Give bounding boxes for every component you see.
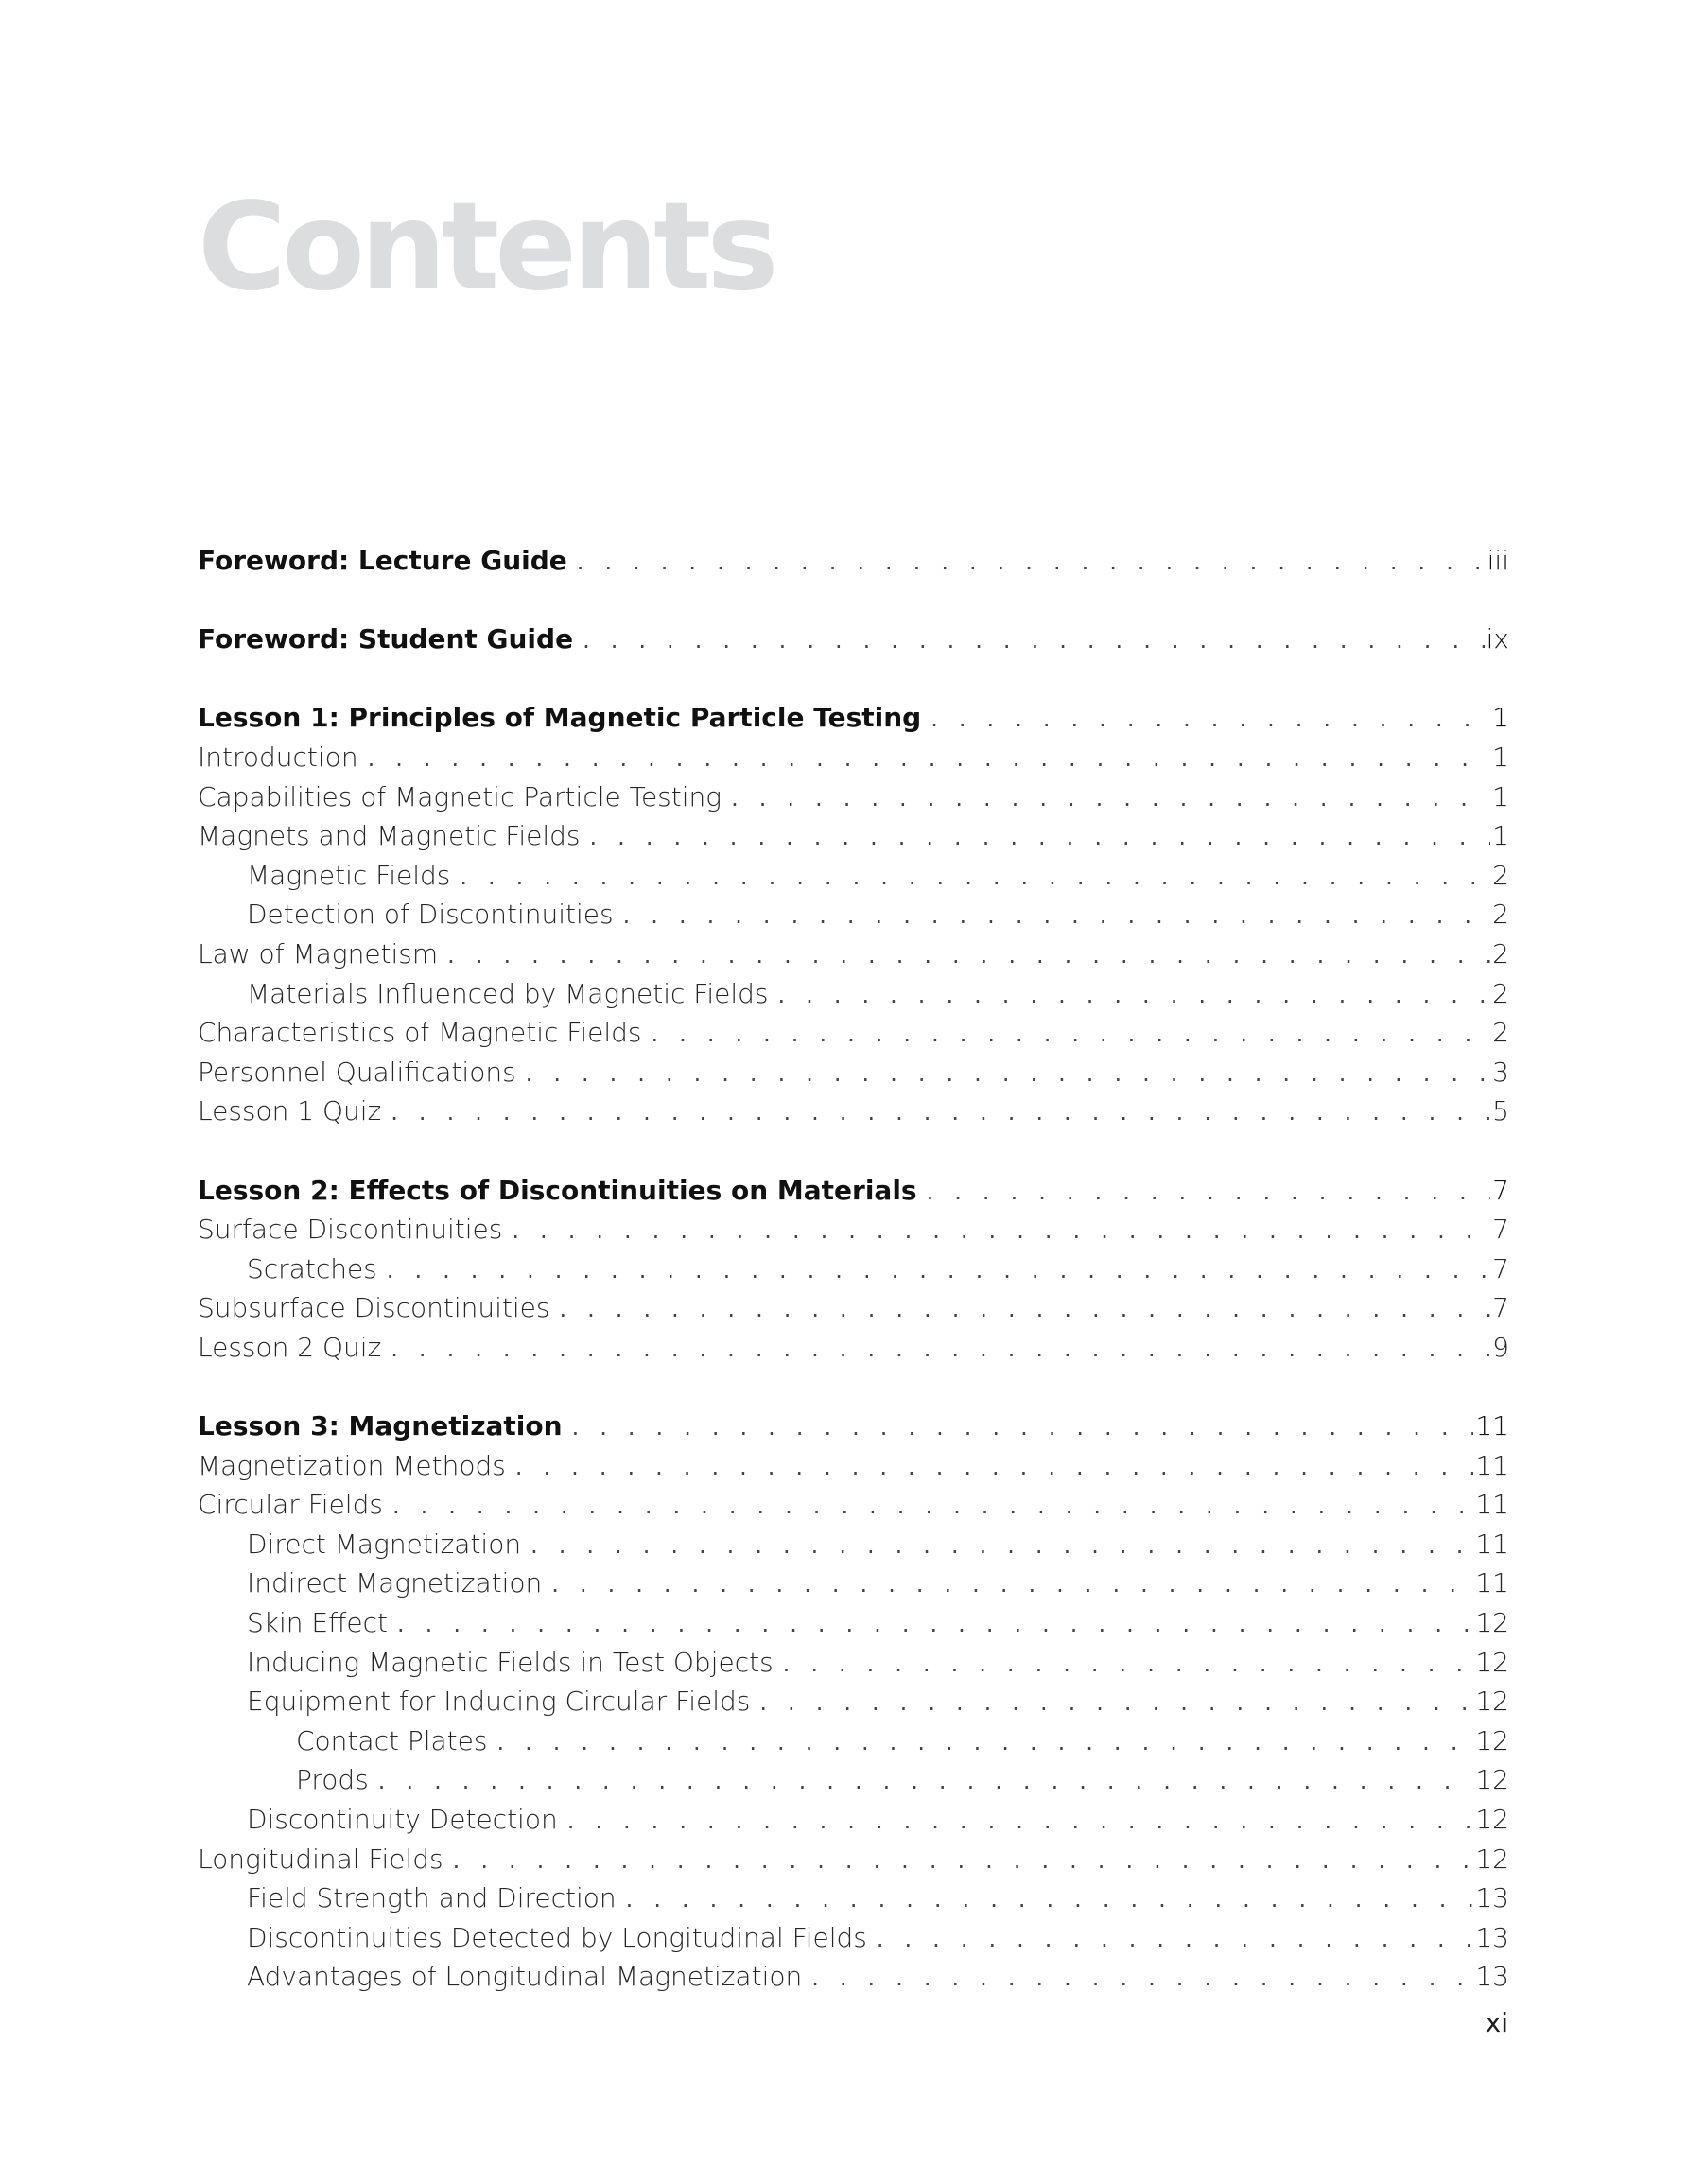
toc-entry-page: 7 — [1492, 1292, 1509, 1324]
toc-entry-page: 7 — [1492, 1174, 1509, 1206]
toc-entry-label: Advantages of Longitudinal Magnetization — [247, 1961, 803, 1993]
toc-entry[interactable] — [198, 545, 1509, 585]
toc-entry[interactable] — [198, 978, 1509, 1018]
dot-leader — [626, 1886, 1474, 1913]
dot-leader — [392, 1493, 1473, 1519]
toc-entry-page: 12 — [1475, 1646, 1509, 1678]
toc-entry-page: 2 — [1492, 859, 1509, 891]
dot-leader — [927, 1179, 1491, 1205]
toc-entry-page: 7 — [1492, 1214, 1509, 1246]
toc-entry-label: Lesson 2 Quiz — [198, 1331, 382, 1363]
dot-leader — [391, 1099, 1490, 1126]
toc-entry-page: 7 — [1492, 1252, 1509, 1284]
toc-entry-label: Lesson 1: Principles of Magnetic Particle Testing — [198, 702, 922, 734]
dot-leader — [551, 1571, 1473, 1598]
toc-entry[interactable] — [198, 1529, 1509, 1568]
toc-entry-label: Detection of Discontinuities — [247, 899, 614, 931]
toc-entry[interactable] — [198, 1253, 1509, 1293]
dot-leader — [512, 1217, 1490, 1244]
toc-entry-label: Inducing Magnetic Fields in Test Objects — [247, 1646, 774, 1678]
toc-entry[interactable] — [198, 1922, 1509, 1962]
toc-entry-page: 12 — [1475, 1843, 1509, 1875]
toc-entry-page: 1 — [1492, 702, 1509, 734]
dot-leader — [731, 785, 1490, 812]
dot-leader — [397, 1611, 1473, 1637]
toc-entry-page: 11 — [1475, 1528, 1509, 1560]
toc-entry-label: Magnetization Methods — [198, 1449, 506, 1481]
toc-entry[interactable] — [198, 1843, 1509, 1883]
dot-leader — [623, 902, 1491, 929]
toc-entry-page: 13 — [1475, 1921, 1509, 1953]
toc-entry-page: 1 — [1492, 741, 1509, 773]
toc-entry-page: iii — [1487, 545, 1509, 576]
toc-entry[interactable] — [198, 1764, 1509, 1804]
toc-entry-label: Contact Plates — [296, 1724, 488, 1756]
toc-entry-page: 1 — [1492, 820, 1509, 852]
toc-entry-page: 12 — [1475, 1764, 1509, 1796]
toc-entry-label: Lesson 2: Effects of Discontinuities on Materials — [198, 1174, 917, 1206]
toc-entry-label: Direct Magnetization — [247, 1528, 522, 1560]
toc-entry[interactable] — [198, 860, 1509, 900]
toc-entry-page: 11 — [1475, 1489, 1509, 1521]
toc-entry[interactable] — [198, 1175, 1509, 1214]
toc-entry-page: 2 — [1492, 1017, 1509, 1049]
toc-entry-page: 1 — [1492, 780, 1509, 812]
toc-entry-page: 12 — [1475, 1804, 1509, 1835]
toc-entry-label: Personnel Qualifications — [198, 1056, 516, 1088]
dot-leader — [572, 1414, 1474, 1441]
dot-leader — [778, 982, 1491, 1008]
toc-entry-label: Indirect Magnetization — [247, 1567, 543, 1599]
dot-leader — [368, 745, 1491, 772]
toc-entry[interactable] — [198, 1292, 1509, 1332]
toc-entry[interactable] — [198, 1961, 1509, 2001]
dot-leader — [811, 1965, 1473, 1991]
dot-leader — [530, 1532, 1473, 1559]
toc-entry[interactable] — [198, 1017, 1509, 1057]
toc-entry-page: 11 — [1475, 1410, 1509, 1442]
toc-entry-page: 12 — [1475, 1686, 1509, 1718]
toc-entry[interactable] — [198, 1607, 1509, 1647]
dot-leader — [526, 1060, 1491, 1087]
dot-leader — [387, 1257, 1490, 1284]
toc-entry-label: Foreword: Student Guide — [198, 623, 574, 655]
toc-entry-label: Capabilities of Magnetic Particle Testing — [198, 780, 722, 812]
toc-entry[interactable] — [198, 1095, 1509, 1135]
toc-entry-label: Lesson 3: Magnetization — [198, 1410, 563, 1442]
dot-leader — [567, 1808, 1474, 1834]
toc-entry-label: Foreword: Lecture Guide — [198, 545, 567, 576]
toc-entry-page: 12 — [1475, 1724, 1509, 1756]
toc-entry-label: Scratches — [247, 1252, 377, 1284]
toc-entry-label: Surface Discontinuities — [198, 1214, 503, 1246]
toc-entry-label: Characteristics of Magnetic Fields — [198, 1017, 642, 1049]
toc-entry[interactable] — [198, 1647, 1509, 1686]
dot-leader — [515, 1454, 1474, 1480]
toc-entry-label: Materials Influenced by Magnetic Fields — [247, 977, 769, 1009]
toc-entry[interactable] — [198, 820, 1509, 860]
toc-entry[interactable] — [198, 1725, 1509, 1765]
toc-entry-page: 3 — [1492, 1056, 1509, 1088]
toc-entry-page: 5 — [1492, 1095, 1509, 1127]
page-title: Contents — [198, 177, 774, 318]
dot-leader — [759, 1689, 1473, 1716]
toc-entry-label: Discontinuities Detected by Longitudinal Fields — [247, 1921, 867, 1953]
toc-entry-page: 13 — [1475, 1961, 1509, 1993]
toc-entry-label: Subsurface Discontinuities — [198, 1292, 550, 1324]
toc-entry[interactable] — [198, 1567, 1509, 1607]
toc-entry-label: Introduction — [198, 741, 358, 773]
toc-entry-label: Discontinuity Detection — [247, 1804, 558, 1835]
toc-entry[interactable] — [198, 1489, 1509, 1529]
toc-entry-label: Equipment for Inducing Circular Fields — [247, 1686, 751, 1718]
dot-leader — [378, 1768, 1474, 1794]
toc-entry-page: 11 — [1475, 1567, 1509, 1599]
toc-entry-page: 2 — [1492, 937, 1509, 970]
dot-leader — [652, 1021, 1491, 1047]
table-of-contents — [198, 545, 1509, 2001]
toc-entry-page: 11 — [1475, 1449, 1509, 1481]
toc-entry[interactable] — [198, 742, 1509, 781]
dot-leader — [877, 1926, 1474, 1952]
toc-entry[interactable] — [198, 1450, 1509, 1490]
toc-entry-label: Field Strength and Direction — [247, 1882, 617, 1914]
dot-leader — [453, 1847, 1474, 1874]
toc-entry-page: 13 — [1475, 1882, 1509, 1914]
dot-leader — [577, 549, 1486, 575]
toc-entry-page: 2 — [1492, 899, 1509, 931]
dot-leader — [559, 1296, 1490, 1322]
dot-leader — [447, 942, 1490, 969]
toc-entry-label: Circular Fields — [198, 1489, 383, 1521]
toc-entry[interactable] — [198, 1686, 1509, 1725]
toc-entry-label: Longitudinal Fields — [198, 1843, 443, 1875]
toc-entry[interactable] — [198, 1882, 1509, 1922]
toc-entry-label: Law of Magnetism — [198, 937, 439, 970]
dot-leader — [590, 824, 1491, 850]
toc-entry[interactable] — [198, 1804, 1509, 1843]
dot-leader — [783, 1651, 1474, 1677]
toc-entry-page: ix — [1486, 623, 1509, 655]
toc-entry[interactable] — [198, 1214, 1509, 1253]
dot-leader — [460, 864, 1490, 890]
dot-leader — [391, 1336, 1490, 1362]
toc-entry-label: Skin Effect — [247, 1607, 388, 1639]
dot-leader — [496, 1729, 1473, 1756]
toc-entry-label: Magnets and Magnetic Fields — [198, 820, 581, 852]
toc-entry[interactable] — [198, 899, 1509, 938]
toc-entry[interactable] — [198, 781, 1509, 821]
toc-entry[interactable] — [198, 702, 1509, 742]
toc-entry[interactable] — [198, 1057, 1509, 1096]
toc-entry-label: Magnetic Fields — [247, 859, 451, 891]
toc-entry[interactable] — [198, 623, 1509, 663]
page-number: xi — [1485, 2007, 1508, 2038]
toc-entry[interactable] — [198, 938, 1509, 978]
dot-leader — [583, 627, 1485, 654]
toc-entry-page: 2 — [1492, 977, 1509, 1009]
toc-entry-page: 12 — [1475, 1607, 1509, 1639]
toc-entry-label: Lesson 1 Quiz — [198, 1095, 382, 1127]
toc-entry-label: Prods — [296, 1764, 369, 1796]
toc-entry[interactable] — [198, 1410, 1509, 1450]
dot-leader — [930, 706, 1490, 732]
toc-entry[interactable] — [198, 1332, 1509, 1372]
toc-entry-page: 9 — [1492, 1331, 1509, 1363]
